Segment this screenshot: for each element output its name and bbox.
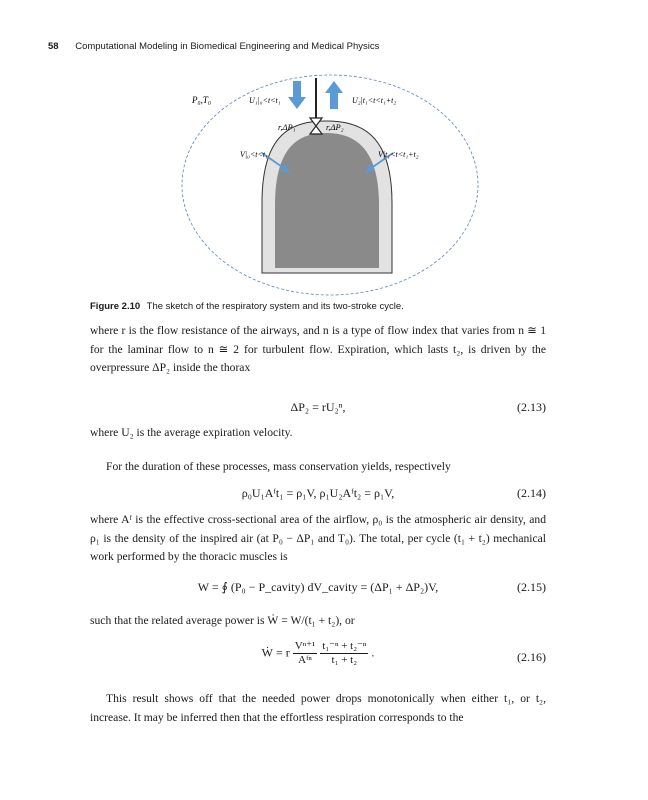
paragraph-4: where Aᶠ is the effective cross-sectional area of the airflow, ρ₀ is the atmospheric air density, and ρ₁ is the density of the inspired air (at P₀ − ΔP₁ and T₀). The total, per cycle (t₁ + t₂) mechanical work performed by the thoracic muscles is [90, 513, 546, 563]
equation-number: (2.16) [517, 650, 546, 664]
equation-number: (2.13) [517, 400, 546, 414]
running-header [48, 41, 379, 52]
paragraph-2: where U₂ is the average expiration velocity. [90, 426, 293, 439]
figure-caption [90, 301, 404, 312]
equation-body: ρ₀U₁Aᶠt₁ = ρ₁V, ρ₁U₂Aᶠt₂ = ρ₁V, [241, 486, 395, 500]
respiratory-system-figure [180, 73, 480, 301]
paragraph-6: This result shows off that the needed power drops monotonically when either t₁, or t₂, increase. It may be inferred then that the effortless respiration corresponds to the [90, 692, 546, 724]
fraction-denominator: t₁ + t₂ [331, 654, 358, 666]
eq216-tail: . [371, 645, 375, 660]
equation-body [90, 640, 546, 667]
equation-2-13 [90, 400, 546, 420]
equation-number: (2.14) [517, 486, 546, 500]
eq216-fraction-1 [293, 640, 318, 667]
label-u2: U₂|t₁<t<t₁+t₂ [352, 96, 397, 105]
paragraph-5: such that the related average power is Ẇ = W/(t₁ + t₂), or [90, 614, 355, 627]
label-rdp1: r,ΔP₁ [278, 122, 296, 132]
running-title: Computational Modeling in Biomedical Engineering and Medical Physics [75, 41, 380, 52]
outflow-arrow-icon [325, 81, 343, 109]
label-rdp2: r,ΔP₂ [326, 122, 344, 132]
fraction-numerator: t₁⁻ⁿ + t₂⁻ⁿ [322, 640, 367, 652]
fraction-numerator: Vⁿ⁺¹ [294, 640, 316, 652]
eq216-lhs: Ẇ = r [261, 645, 290, 660]
equation-body: W = ∮ (P₀ − P_cavity) dV_cavity = (ΔP₁ + ΔP₂)V, [197, 580, 439, 594]
inflow-arrow-icon [288, 81, 306, 109]
equation-number: (2.15) [517, 580, 546, 594]
equation-2-15 [90, 580, 546, 600]
equation-2-14 [90, 486, 546, 506]
label-u1: U₁|₀<t<t₁ [249, 96, 281, 105]
eq216-fraction-2 [320, 640, 368, 667]
lung-cavity [275, 133, 379, 268]
label-v2: V|t₁<t<t₁+t₂ [378, 150, 419, 159]
caption-text: The sketch of the respiratory system and its two-stroke cycle. [146, 301, 404, 312]
equation-body: ΔP₂ = rU₂ⁿ, [290, 400, 346, 414]
label-p0t0: P₀,T₀ [192, 95, 212, 105]
fraction-denominator: Aᶠⁿ [298, 654, 312, 666]
paragraph-3: For the duration of these processes, mass conservation yields, respectively [106, 460, 451, 473]
paragraph-1: where r is the flow resistance of the airways, and n is a type of flow index that varies from n ≅ 1 for the laminar flow to n ≅ 2 for turbulent flow. Expiration, which lasts t₂, is driven by the overpressure ΔP₂ inside the thorax [90, 324, 546, 374]
equation-2-16 [90, 640, 546, 676]
caption-label: Figure 2.10 [90, 301, 141, 312]
label-v1: V|₀<t<t₁ [240, 150, 268, 159]
page-number: 58 [48, 41, 59, 52]
